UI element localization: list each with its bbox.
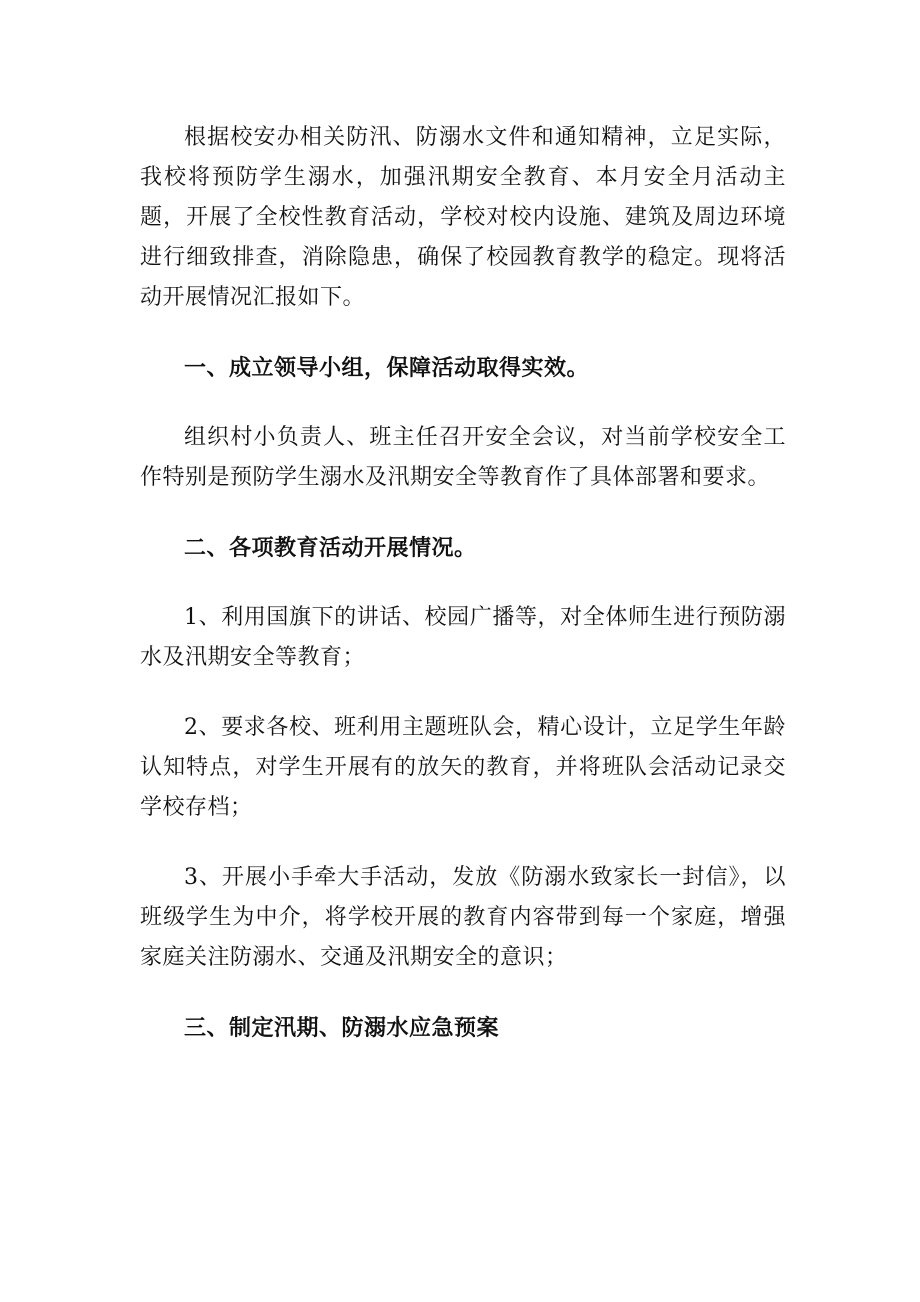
section-heading-1: 一、成立领导小组，保障活动取得实效。 bbox=[184, 355, 590, 381]
list-item-2: 2、要求各校、班利用主题班队会，精心设计，立足学生年龄认知特点，对学生开展有的放矢的教育，并将班队会活动记录交学校存档； bbox=[140, 715, 786, 820]
list-item-1: 1、利用国旗下的讲话、校园广播等，对全体师生进行预防溺水及汛期安全等教育； bbox=[140, 605, 786, 670]
section-heading-2: 二、各项教育活动开展情况。 bbox=[184, 535, 477, 561]
document-page bbox=[140, 118, 786, 1048]
section-heading-3: 三、制定汛期、防溺水应急预案 bbox=[184, 1015, 500, 1041]
list-item-3: 3、开展小手牵大手活动，发放《防溺水致家长一封信》，以班级学生为中介，将学校开展的教育内容带到每一个家庭，增强家庭关注防溺水、交通及汛期安全的意识； bbox=[140, 865, 786, 970]
intro-paragraph: 根据校安办相关防汛、防溺水文件和通知精神，立足实际，我校将预防学生溺水，加强汛期安全教育、本月安全月活动主题，开展了全校性教育活动，学校对校内设施、建筑及周边环境进行细致排查，消除隐患，确保了校园教育教学的稳定。现将活动开展情况汇报如下。 bbox=[140, 125, 786, 310]
section-1-paragraph: 组织村小负责人、班主任召开安全会议，对当前学校安全工作特别是预防学生溺水及汛期安全等教育作了具体部署和要求。 bbox=[140, 425, 786, 490]
